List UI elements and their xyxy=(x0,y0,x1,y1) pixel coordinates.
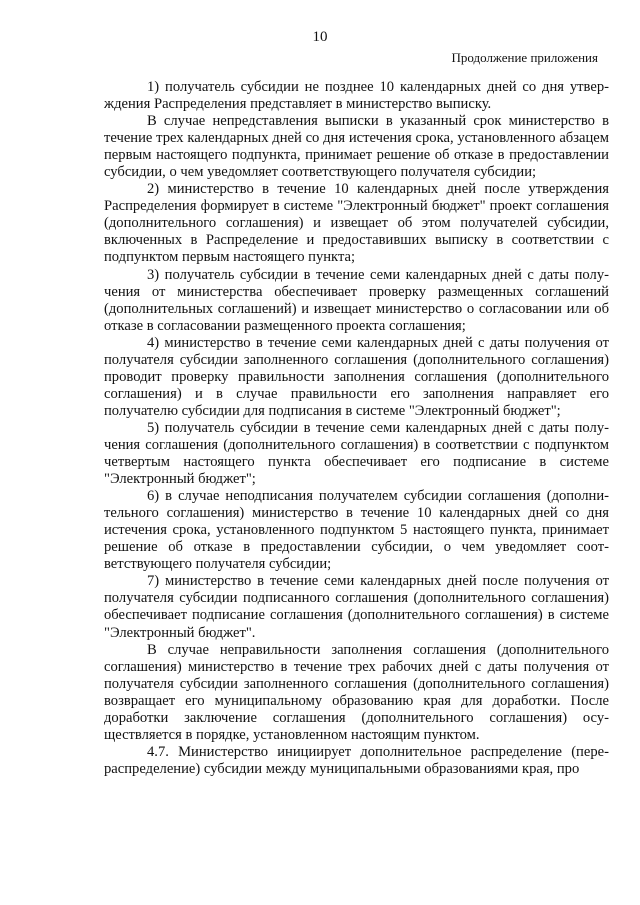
paragraph-2: В случае непредставления выписки в указанный срок министерство в течение трех календарных дней со дня истечения срока, установленного абзацем первым настоящего подпункта, принимает решение об отказе в предоставлении субсидии, о чем уведомляет соответствующего получателя субсидии; xyxy=(104,113,609,181)
continuation-note: Продолжение приложения xyxy=(451,50,598,65)
paragraph-3: 2) министерство в течение 10 календарных дней после утверждения Распределения формирует в системе "Электронный бюджет" проект соглашения (дополнительного соглашения) и извещает об этом получателей субсидии, включенных в Распределение и предоставивших выписку в соответствии с подпунктом первым настоящего пункта; xyxy=(104,181,609,266)
paragraph-7: 6) в случае неподписания получателем субсидии соглашения (дополнительного соглашения) министерство в течение 10 календарных дней со дня истечения срока, установленного подпунктом 5 настоящего пункта, принимает решение об отказе в предоставлении субсидии, о чем уведомляет соответствующего получателя субсидии; xyxy=(104,488,609,573)
paragraph-4: 3) получатель субсидии в течение семи календарных дней с даты получения от министерства обеспечивает проверку размещенных соглашений (дополнительных соглашений) и извещает министерство о согласовании или об отказе в согласовании размещенного проекта соглашения; xyxy=(104,266,609,334)
paragraph-5: 4) министерство в течение семи календарных дней с даты получения от получателя субсидии заполненного соглашения (дополнительного соглашения) проводит проверку правильности заполнения соглашения (дополнительного соглашения) и в случае правильности его заполнения направляет его получателю субсидии для подписания в системе "Электронный бюджет"; xyxy=(104,334,609,419)
page-number: 10 xyxy=(312,29,328,45)
paragraph-8: 7) министерство в течение семи календарных дней после получения от получателя субсидии подписанного соглашения (дополнительного соглашения) обеспечивает подписание соглашения (дополнительного соглашения) в системе "Электронный бюджет". xyxy=(104,573,609,641)
paragraph-1: 1) получатель субсидии не позднее 10 календарных дней со дня утверждения Распределения представляет в министерство выписку. xyxy=(104,79,609,113)
paragraph-6: 5) получатель субсидии в течение семи календарных дней с даты получения соглашения (дополнительного соглашения) в соответствии с подпунктом четвертым настоящего пункта обеспечивает его подписание в системе "Электронный бюджет"; xyxy=(104,419,609,488)
paragraph-10: 4.7. Министерство инициирует дополнительное распределение (перераспределение) субсидии между муниципальными образованиями края, про xyxy=(104,743,609,777)
paragraph-9: В случае неправильности заполнения соглашения (дополнительного соглашения) министерство в течение трех рабочих дней с даты получения от получателя субсидии заполненного соглашения (дополнительного соглашения) возвращает его муниципальному образованию края для доработки. После доработки заключение соглашения (дополнительного соглашения) осуществляется в порядке, установленном настоящим пунктом. xyxy=(104,641,609,743)
document-body xyxy=(104,79,609,778)
